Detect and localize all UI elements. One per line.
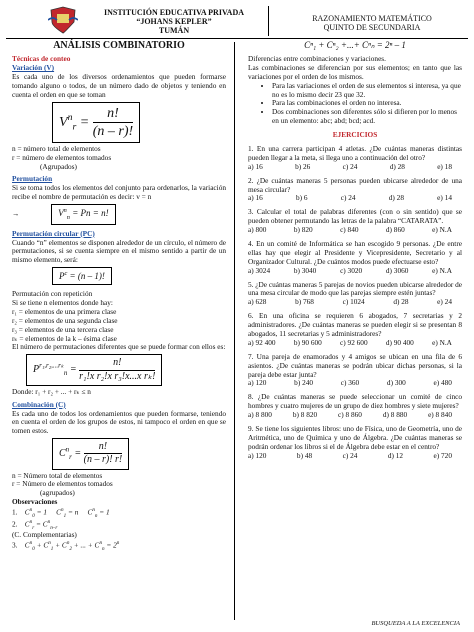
list-item: • Dos combinaciones son diferentes sólo si difieren por lo menos en un elemento: abc; abd; bcd; acd.: [272, 108, 462, 126]
rep-item-1: r₁ = elementos de una primera clase: [12, 306, 117, 316]
permutation-formula-row: [12, 202, 226, 226]
exercise-item: [248, 208, 462, 235]
exercise-option: a) 16: [248, 193, 263, 203]
observation-complement: (C. Complementarias): [12, 530, 77, 540]
exercise-option: e) 14: [437, 193, 452, 203]
exercise-option: e) 8 840: [428, 410, 452, 420]
repetition-intro: Si se tiene n elementos donde hay:: [12, 298, 113, 308]
repetition-condition: Donde: r₁ + r₂ + ... + rₖ ≤ n: [12, 386, 91, 396]
exercise-options: [248, 194, 462, 203]
exercise-item: [248, 240, 462, 276]
permutation-text: Si se toma todos los elementos del conjunto para ordenarlos, la variación recibe el nombre de permutación es decir: v = n: [12, 183, 226, 202]
circular-heading: Permutación circular (PC): [12, 228, 95, 238]
page-title: ANÁLISIS COMBINATORIO: [53, 40, 185, 51]
exercise-option: b) 6: [296, 193, 308, 203]
course-line-1: RAZONAMIENTO MATEMÁTICO: [312, 14, 432, 23]
exercise-option: e) 480: [433, 378, 452, 388]
exercise-question: 6. En una oficina se requieren 6 abogados, 7 secretarias y 2 administradores. ¿De cuántas maneras se pueden elegir si se presentan 8 abogados, 11 secretarias y 5 administradores?: [248, 311, 462, 339]
header-divider: [268, 6, 269, 36]
right-column: [248, 40, 462, 461]
column-divider: [234, 42, 235, 620]
exercise-option: a) 120: [248, 450, 267, 460]
exercise-option: a) 120: [248, 378, 267, 388]
arrow-icon: →: [12, 209, 20, 219]
exercise-option: b) 26: [295, 161, 311, 171]
variation-heading: Variación (V): [12, 63, 55, 73]
combination-text: Es cada uno de todos los ordenamientos que pueden formarse, teniendo en cuenta el orden de los grupos de estos, ni tampoco el orden en que se tomen estos.: [12, 408, 226, 436]
n-definition: n = número total de elementos: [12, 143, 101, 153]
r-definition: r = número de elementos tomados: [12, 152, 112, 162]
exercise-question: 9. Se tiene los siguientes libros: uno de Física, uno de Geometría, uno de Aritmética, uno de Química y uno de Álgebra. ¿De cuántas maneras se podrán ordenar los libros si el de Álgebra debe estar en el centro?: [248, 424, 462, 451]
exercise-item: [248, 281, 462, 308]
exercise-item: [248, 312, 462, 348]
exercise-option: c) 24: [342, 450, 358, 460]
permutation-formula: $V^n_n = Pn = n$!: [51, 204, 115, 224]
exercise-item: [248, 393, 462, 420]
exercise-option: c) 360: [340, 378, 360, 388]
exercise-options: [248, 379, 462, 388]
combination-formula: $C^n_r$ = $\frac{n!}{(n - r)! r!}$: [52, 438, 129, 469]
exercise-question: 2. ¿De cuántas maneras 5 personas pueden ubicarse alrededor de una mesa circular?: [248, 175, 462, 194]
left-column: [12, 40, 226, 552]
differences-text: Las combinaciones se diferencian por sus elementos; en tanto que las variaciones por el orden de los mismos.: [248, 62, 462, 81]
exercise-option: c) 24: [340, 193, 356, 203]
exercises-heading: EJERCICIOS: [332, 130, 378, 140]
course-line-2: QUINTO DE SECUNDARIA: [323, 23, 421, 33]
rep-item-2: r₂ = elementos de una segunda clase: [12, 315, 118, 325]
exercise-option: d) 8 880: [382, 410, 408, 420]
obs-2-num: 2.: [12, 519, 18, 529]
exercise-option: c) 24: [342, 161, 358, 171]
course-name: [274, 14, 470, 32]
observation-2: 2. $C^n_r = C^n_{n-r}$: [12, 519, 58, 532]
exercise-option: e) 720: [433, 450, 452, 460]
sum-formula: Cⁿ₁ + Cⁿ₂ +...+ Cⁿₙ = 2ⁿ – 1: [304, 40, 406, 50]
exercise-option: d) 300: [386, 378, 406, 388]
observations-heading: Observaciones: [12, 497, 58, 507]
observation-3: 3. $C^n_0 + C^n_1 + C^n_2$ + ... + $C^n_n = 2^n$: [12, 540, 120, 553]
circular-formula: $P^c = (n - 1)$!: [52, 267, 112, 285]
exercise-option: a) 92 400: [248, 337, 276, 347]
n-definition-2: n = Número total de elementos: [12, 470, 103, 480]
r-definition-2: r = Número de elementos tomados: [12, 479, 113, 489]
repetition-formula: $P^{r_1,r_2,...r_k}_n$ = $\frac{n!}{\text{r₁!x r₂!x r₃!x...x rₖ!}}$: [26, 354, 162, 385]
exercise-option: d) 28: [388, 193, 404, 203]
repetition-text: El número de permutaciones diferentes que se puede formar con ellos es:: [12, 342, 226, 352]
exercise-question: 8. ¿De cuántas maneras se puede seleccionar un comité de cinco hombres y cuatro mujeres de un grupo de diez hombres y siete mujeres?: [248, 392, 462, 411]
list-item: • Para las variaciones el orden de sus elementos si interesa, ya que no es lo mismo decir 23 que 32.: [272, 82, 462, 100]
exercise-options: [248, 411, 462, 420]
techniques-heading: Técnicas de conteo: [12, 54, 71, 64]
exercise-option: b) 240: [294, 378, 314, 388]
exercise-option: c) 3020: [340, 265, 363, 275]
exercise-question: 5. ¿De cuántas maneras 5 parejas de novios pueden ubicarse alrededor de una mesa circular de modo que las parejas siempre estén juntas?: [248, 279, 462, 298]
exercise-option: b) 768: [295, 297, 314, 307]
differences-list: [248, 82, 462, 126]
permutation-heading: Permutación: [12, 174, 53, 184]
exercise-question: 1. En una carrera participan 4 atletas. ¿De cuántas maneras distintas pueden llegar a la meta, si llega uno a continuación del otro?: [248, 143, 462, 162]
exercise-options: [248, 267, 462, 276]
exercise-option: e) N.A: [432, 225, 452, 235]
exercise-option: d) 90 400: [385, 337, 414, 347]
variation-text: Es cada uno de los diversos ordenamientos que pueden formarse tomando alguno o todos, de un número dado de objetos y teniendo en cuenta el orden en que se toman: [12, 71, 226, 99]
grouped-note-2: (agrupados): [40, 488, 75, 498]
school-line-3: TUMÁN: [158, 26, 190, 36]
exercise-option: d) 28: [389, 161, 405, 171]
rep-item-3: r₃ = elementos de una tercera clase: [12, 324, 114, 334]
exercise-option: c) 840: [340, 225, 359, 235]
exercise-option: e) N.A: [432, 265, 452, 275]
exercise-option: c) 8 860: [338, 410, 362, 420]
exercise-option: b) 48: [296, 450, 313, 460]
school-crest-icon: [48, 6, 78, 34]
obs-1-num: 1.: [12, 507, 18, 517]
repetition-heading: Permutación con repetición: [12, 289, 93, 299]
obs-3-num: 3.: [12, 540, 18, 550]
exercise-option: c) 92 600: [340, 337, 368, 347]
exercise-item: [248, 177, 462, 204]
exercise-options: [248, 226, 462, 235]
school-name: [84, 8, 264, 36]
exercise-option: a) 628: [248, 297, 267, 307]
exercise-question: 3. Calcular el total de palabras diferentes (con o sin sentido) que se pueden obtener permutando las letras de la palabra “CATARATA”.: [248, 207, 462, 226]
exercise-option: e) 24: [437, 297, 452, 307]
exercise-question: 7. Una pareja de enamorados y 4 amigos se ubican en una fila de 6 asientos. ¿De cuántas maneras se podrán ubicar dichas personas, si la pareja debe estar junta?: [248, 351, 462, 379]
exercise-option: b) 3040: [293, 265, 317, 275]
exercise-option: a) 800: [248, 225, 267, 235]
rep-item-4: rₖ = elementos de la k – ésima clase: [12, 333, 117, 343]
exercise-item: [248, 353, 462, 389]
circular-text: Cuando “n” elementos se disponen alrededor de un círculo, el número de permutaciones, si se cuenta siempre en el mismo sentido a partir de un mismo elemento, será:: [12, 237, 226, 265]
exercise-option: d) 860: [385, 225, 405, 235]
exercise-question: 4. En un comité de Informática se han escogido 9 personas. ¿De entre ellas hay que elegir al Presidente y Vicepresidente, Secretario y al Organizador Cultural. ¿De cuántos modos puede efectuarse esto?: [248, 239, 462, 266]
exercise-options: [248, 298, 462, 307]
observation-1: 1. $C^n_0 = 1$ $C^n_1 = n$ $C^n_n = 1$: [12, 507, 110, 520]
exercise-option: b) 90 600: [293, 337, 322, 347]
exercise-option: a) 8 800: [248, 410, 272, 420]
exercise-option: c) 1024: [342, 297, 365, 307]
exercise-option: d) 3060: [385, 265, 409, 275]
variation-formula: $V^n_r$ = $\frac{n!}{(n - r)!}$: [52, 102, 140, 143]
exercise-option: e) 18: [437, 161, 452, 171]
combination-heading: Combinación (C): [12, 399, 66, 409]
school-line-2: “JOHANS KEPLER”: [136, 17, 212, 27]
exercise-item: [248, 145, 462, 172]
exercise-option: a) 16: [248, 161, 263, 171]
exercise-option: d) 12: [387, 450, 404, 460]
page-header: [6, 4, 468, 39]
exercises-list: [248, 145, 462, 461]
exercise-item: [248, 425, 462, 461]
exercise-option: b) 8 820: [292, 410, 318, 420]
list-item: • Para las combinaciones el orden no interesa.: [272, 99, 462, 108]
exercise-options: [248, 339, 462, 348]
footer-motto: BUSQUEDA A LA EXCELENCIA: [371, 620, 460, 628]
exercise-options: [248, 452, 462, 461]
school-line-1: INSTITUCIÓN EDUCATIVA PRIVADA: [103, 8, 245, 17]
exercise-option: a) 3024: [248, 265, 271, 275]
exercise-option: e) N.A: [432, 337, 452, 347]
exercise-options: [248, 163, 462, 172]
differences-title: Diferencias entre combinaciones y variaciones.: [248, 53, 386, 63]
exercise-option: b) 820: [293, 225, 313, 235]
grouped-note: (Agrupados): [40, 161, 77, 171]
exercise-option: d) 28: [393, 297, 409, 307]
